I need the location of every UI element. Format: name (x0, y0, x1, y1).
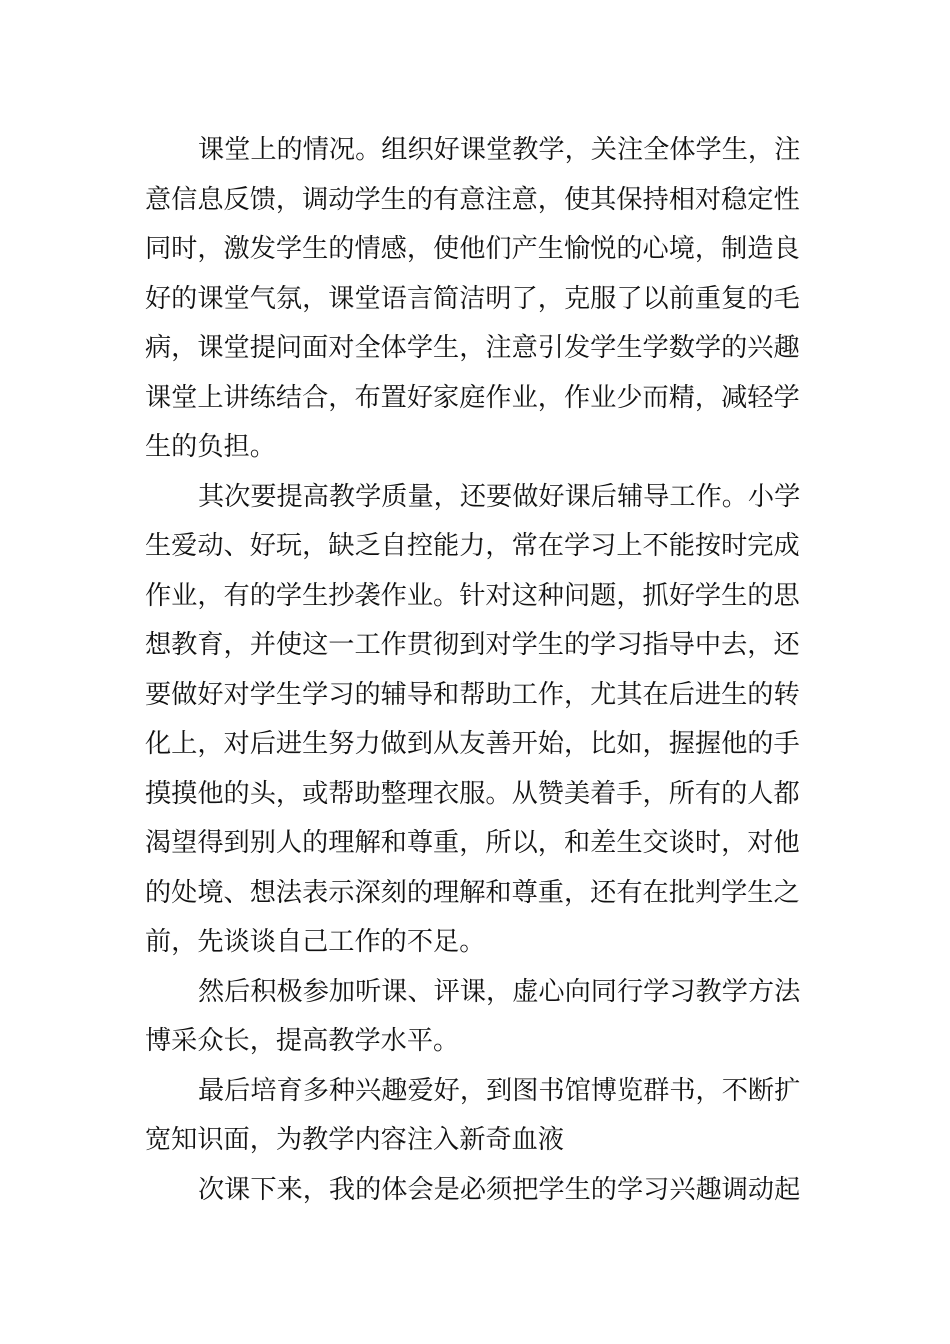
paragraph-1-line-2: 意信息反馈，调动学生的有意注意，使其保持相对稳定性 (145, 184, 800, 215)
paragraph-2-line-5: 要做好对学生学习的辅导和帮助工作，尤其在后进生的转 (145, 679, 800, 710)
paragraph-1-line-3: 同时，激发学生的情感，使他们产生愉悦的心境，制造良 (145, 234, 800, 264)
document-body (145, 126, 807, 1215)
paragraph-2-line-4: 想教育，并使这一工作贯彻到对学生的学习指导中去，还 (145, 630, 800, 660)
paragraph-2-line-10: 前，先谈谈自己工作的不足。 (145, 927, 486, 957)
paragraph-2-line-9: 的处境、想法表示深刻的理解和尊重，还有在批判学生之 (145, 877, 800, 908)
paragraph-1-line-7: 生的负担。 (145, 432, 276, 462)
paragraph-4-line-1: 最后培育多种兴趣爱好，到图书馆博览群书，不断扩 (198, 1075, 801, 1106)
paragraph-1-line-4: 好的课堂气氛，课堂语言简洁明了，克服了以前重复的毛 (145, 283, 800, 314)
paragraph-2-line-2: 生爱动、好玩，缺乏自控能力，常在学习上不能按时完成 (145, 531, 800, 561)
paragraph-1-line-1: 课堂上的情况。组织好课堂教学，关注全体学生，注 (198, 135, 801, 165)
paragraph-4-line-2: 宽知识面，为教学内容注入新奇血液 (145, 1125, 564, 1155)
paragraph-2-line-7: 摸摸他的头，或帮助整理衣服。从赞美着手，所有的人都 (145, 778, 800, 809)
paragraph-5-line-1: 次课下来，我的体会是必须把学生的学习兴趣调动起 (198, 1174, 801, 1205)
paragraph-2-line-6: 化上，对后进生努力做到从友善开始，比如，握握他的手 (145, 729, 800, 759)
paragraph-1-line-6: 课堂上讲练结合，布置好家庭作业，作业少而精，减轻学 (145, 382, 800, 413)
paragraph-3-line-1: 然后积极参加听课、评课，虚心向同行学习教学方法 (198, 976, 801, 1007)
paragraph-1-line-5: 病，课堂提问面对全体学生，注意引发学生学数学的兴趣 (145, 333, 800, 363)
paragraph-3-line-2: 博采众长，提高教学水平。 (145, 1026, 460, 1056)
paragraph-2-line-3: 作业，有的学生抄袭作业。针对这种问题，抓好学生的思 (145, 580, 800, 611)
paragraph-2-line-8: 渴望得到别人的理解和尊重，所以，和差生交谈时，对他 (145, 828, 800, 858)
paragraph-2-line-1: 其次要提高教学质量，还要做好课后辅导工作。小学 (198, 481, 801, 512)
